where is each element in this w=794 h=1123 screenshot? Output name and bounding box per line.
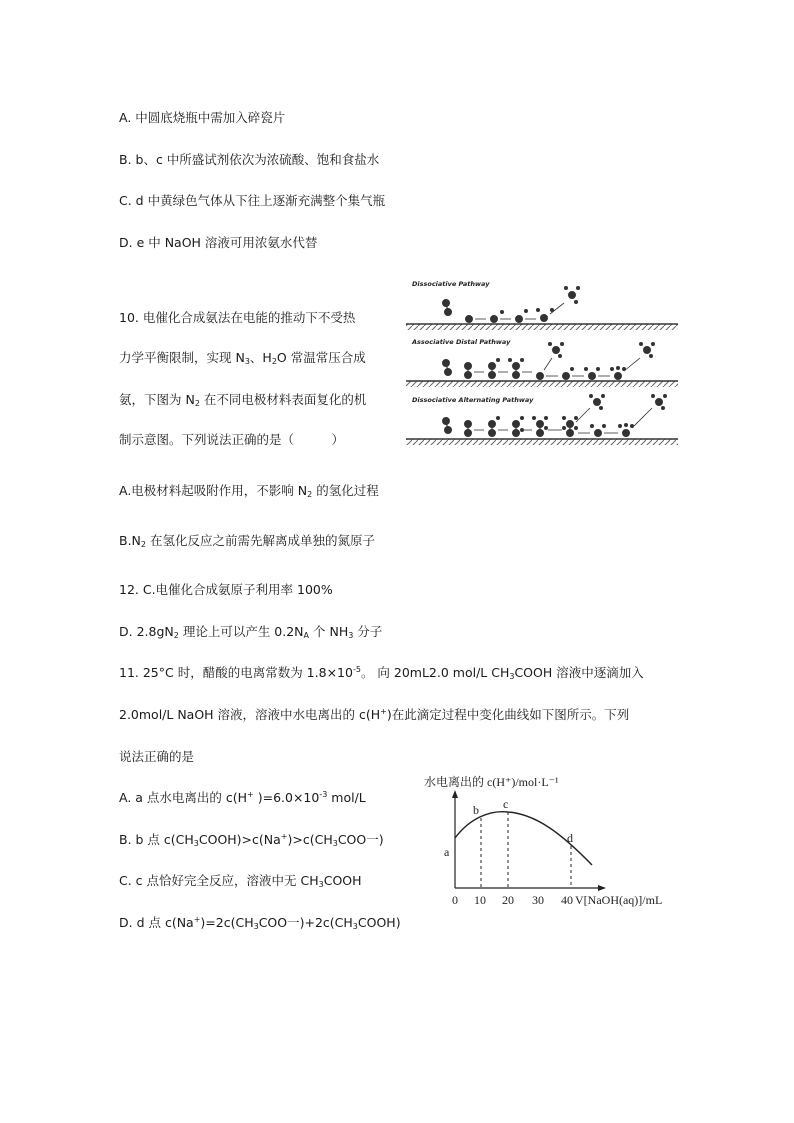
point-label-a: a [444,845,450,859]
x-axis-arrow [598,885,606,891]
n-atom [491,316,498,323]
q10-stem-line-3: 氨，下图为 $N_2$ 在不同电极材料表面复化的机 [119,392,367,408]
n-atom [466,316,473,323]
q11-stem-line-3: 说法正确的是 [119,749,195,764]
pathway-2-molecules [443,343,655,380]
chart-dropdown-lines [481,812,571,888]
label-associative-distal-pathway: Associative Distal Pathway [412,338,511,346]
y-axis-arrow [452,790,458,798]
x-tick-20: 20 [502,893,514,907]
surface-3-hatch [406,439,678,445]
label-dissociative-alternating-pathway: Dissociative Alternating Pathway [412,396,534,404]
q9-option-a: A. 中圆底烧瓶中需加入碎瓷片 [119,110,286,125]
x-tick-30: 30 [532,893,544,907]
q10-stem-line-1: 10. 电催化合成氨法在电能的推动下不受热 [119,310,356,325]
chart-y-axis-label: 水电离出的 c(H⁺)/mol·L⁻¹ [424,775,559,789]
mechanism-figure [406,278,681,450]
q11-stem-line-2: 2.0mol/L NaOH 溶液，溶液中水电离出的 c(H+)在此滴定过程中变化曲线如下图所示。下列 [119,707,630,722]
q10-option-a: A.电极材料起吸附作用，不影响 $N_2$ 的氢化过程 [119,483,379,499]
point-label-d: d [567,831,573,845]
q9-option-b: B. b、c 中所盛试剂依次为浓硫酸、饱和食盐水 [119,152,380,167]
q10-stem-line-2: 力学平衡限制，实现 $N_3$、$H_2O$ 常温常压合成 [119,350,366,366]
q10-option-c: 12. C.电催化合成氨原子利用率 100% [119,582,333,597]
q11-option-d: D. d 点 $c(Na^+)=2c(CH_3COO$一)$+2c(CH_3COOH)$ [119,915,401,931]
q11-option-c: C. c 点恰好完全反应，溶液中无 $CH_3COOH$ [119,873,362,889]
q11-stem-line-1: 11. 25°C 时，醋酸的电离常数为 $1.8\times 10^{-5}$。 向 20mL2.0 mol/L $CH_3COOH$ 溶液中逐滴加入 [119,665,644,681]
q10-stem-line-4: 制示意图。下列说法正确的是（ ） [119,432,345,447]
q9-option-d: D. e 中 NaOH 溶液可用浓氨水代替 [119,235,318,250]
label-dissociative-pathway: Dissociative Pathway [412,280,490,288]
x-tick-10: 10 [474,893,486,907]
x-tick-0: 0 [452,893,458,907]
q10-option-d: D. $2.8gN_2$ 理论上可以产生 $0.2N_A$ 个 $NH_3$ 分子 [119,624,383,640]
point-label-c: c [503,797,509,811]
surface-2-hatch [406,381,678,387]
point-label-b: b [473,803,479,817]
n-atom [516,316,523,323]
x-tick-40: 40 [561,893,573,907]
surface-1-hatch [406,324,678,330]
nh3-molecule [569,292,576,299]
q9-option-c: C. d 中黄绿色气体从下往上逐渐充满整个集气瓶 [119,193,386,208]
titration-chart [424,770,690,910]
q11-option-b: B. b 点 $c(CH_3COOH)>c(Na^+)>c(CH_3COO$一) [119,832,384,848]
q10-option-b: $B.N_2$ 在氢化反应之前需先解离成单独的氮原子 [119,533,375,549]
n-atom [541,315,548,322]
pathway-1-molecules [443,287,580,323]
chart-x-axis-label: V[NaOH(aq)]/mL [575,893,663,907]
q11-option-a: A. a 点水电离出的 c(H+ )$=6.0\times 10^{-3}$ mol/L [119,790,366,805]
